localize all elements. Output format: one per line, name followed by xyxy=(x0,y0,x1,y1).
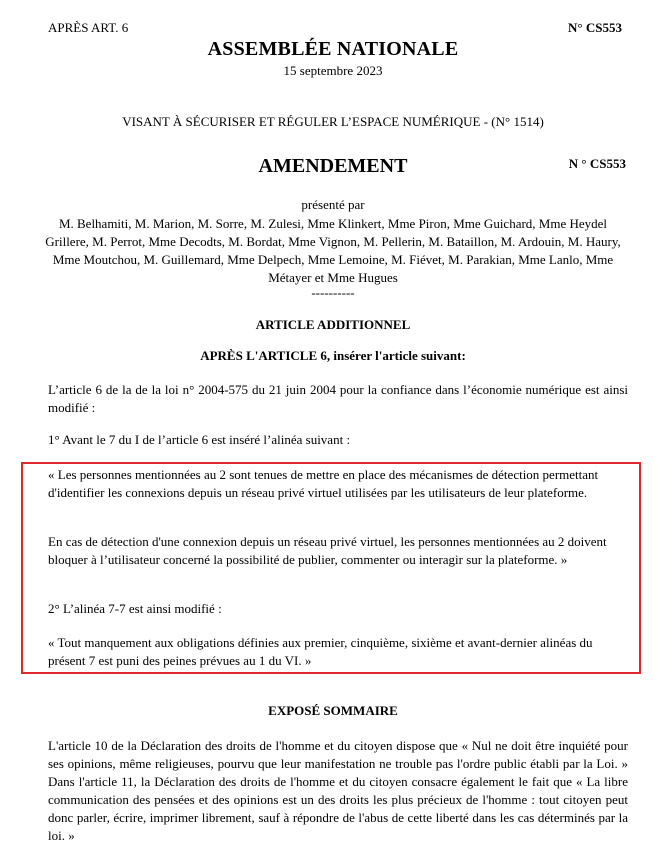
expose-text: L'article 10 de la Déclaration des droits de l'homme et du citoyen dispose que « Nul ne doit être inquiété pour ses opinions, même religieuses, pourvu que leur manifestation ne trouble pas l'ordre public établi par la Loi. » Dans l'article 11, la Déclaration des droits de l'homme et du citoyen consacre également le fait que « La libre communication des pensées et des opinions est un des droits les plus précieux de l'homme : tout citoyen peut donc parler, écrire, imprimer librement, sauf à répondre de l'abus de cette liberté dans les cas déterminés par la loi. » xyxy=(48,738,628,843)
separator-line: ---------- xyxy=(311,285,355,300)
article-quote-3: « Tout manquement aux obligations définies aux premier, cinquième, sixième et avant-dernier alinéas du présent 7 est puni des peines prévues au 1 du VI. » xyxy=(48,635,593,668)
header-article-position: APRÈS ART. 6 xyxy=(48,20,129,35)
expose-heading: EXPOSÉ SOMMAIRE xyxy=(268,703,398,718)
bill-title: VISANT À SÉCURISER ET RÉGULER L’ESPACE NUMÉRIQUE - (N° 1514) xyxy=(122,114,544,129)
header-amendment-number: N° CS553 xyxy=(568,20,622,35)
amendment-number: N ° CS553 xyxy=(568,156,626,171)
authors-list: M. Belhamiti, M. Marion, M. Sorre, M. Zulesi, Mme Klinkert, Mme Piron, Mme Guichard, Mme Heydel Grillere, M. Perrot, Mme Decodts, M. Bordat, Mme Vignon, M. Pellerin, M. Bataillon, M. Ardouin, M. Haury, Mme Moutchou, M. Guillemard, Mme Delpech, Mme Lemoine, M. Fiévet, M. Parakian, Mme Lanlo, Mme Métayer et Mme Hugues xyxy=(45,216,621,285)
article-heading: ARTICLE ADDITIONNEL xyxy=(255,317,411,332)
amendment-title: AMENDEMENT xyxy=(258,155,408,177)
article-subheading: APRÈS L'ARTICLE 6, insérer l'article suivant: xyxy=(200,348,466,363)
article-point-2: 2° L’alinéa 7-7 est ainsi modifié : xyxy=(48,601,222,616)
article-quote-2: En cas de détection d'une connexion depuis un réseau privé virtuel, les personnes mentionnées au 2 doivent bloquer à l’utilisateur concerné la possibilité de publier, commenter ou interagir sur la plateforme. » xyxy=(48,534,607,567)
article-point-1: 1° Avant le 7 du I de l’article 6 est inséré l’alinéa suivant : xyxy=(48,432,351,447)
assembly-date: 15 septembre 2023 xyxy=(283,63,383,78)
article-quote-1: « Les personnes mentionnées au 2 sont tenues de mettre en place des mécanismes de détection permettant d'identifier les connexions depuis un réseau privé virtuel utilisées par les utilisateurs de leur plateforme. xyxy=(48,467,599,500)
presented-by-label: présenté par xyxy=(301,197,365,212)
article-intro: L’article 6 de la de la loi n° 2004-575 du 21 juin 2004 pour la confiance dans l’économie numérique est ainsi modifié : xyxy=(48,382,628,415)
assembly-title: ASSEMBLÉE NATIONALE xyxy=(207,38,459,60)
